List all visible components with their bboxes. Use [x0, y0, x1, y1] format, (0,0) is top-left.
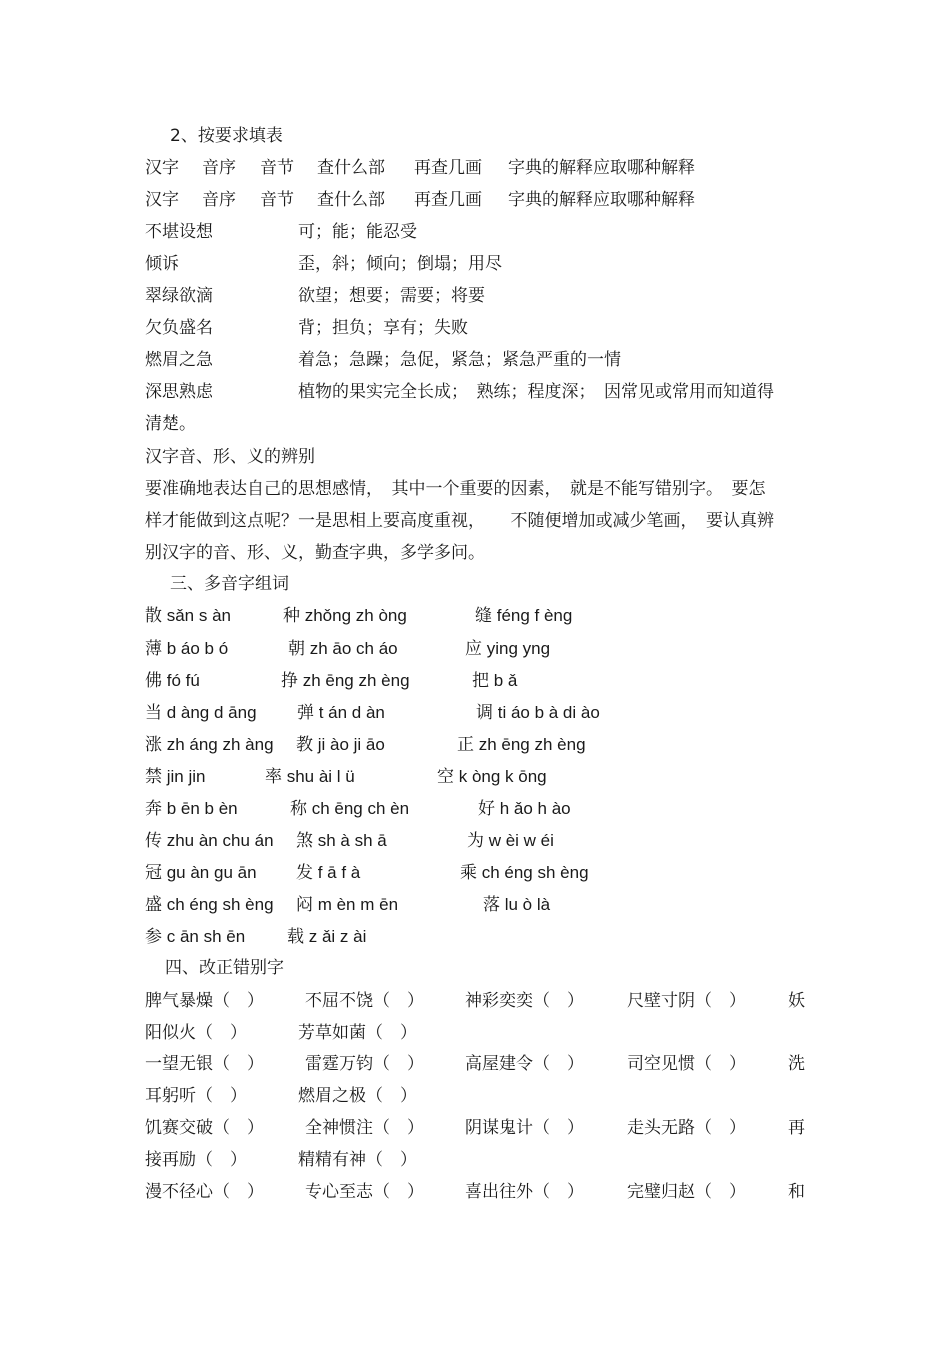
- polyphone-row: [145, 761, 810, 793]
- polyphone-entry: 称 ch ēng ch èn: [290, 799, 410, 818]
- correction-item: 阴谋鬼计（ ）: [465, 1118, 584, 1138]
- polyphone-entry: 率 shu ài l ü: [265, 767, 355, 786]
- correction-item: 饥赛交破（ ）: [145, 1118, 264, 1138]
- paragraph-line: 要准确地表达自己的思想感情， 其中一个重要的因素， 就是不能写错别字。 要怎: [145, 479, 766, 499]
- polyphone-entry: 薄 b áo b ó: [145, 639, 229, 658]
- row-meaning: 可；能；能忍受: [298, 222, 417, 242]
- table-row: [145, 248, 810, 280]
- polyphone-entry: 调 ti áo b à di ào: [476, 703, 600, 722]
- row-meaning: 欲望；想要；需要；将要: [298, 286, 485, 306]
- correction-item: 阳似火（ ）: [145, 1023, 247, 1043]
- row-meaning: 植物的果实完全长成； 熟练；程度深； 因常见或常用而知道得: [298, 382, 774, 402]
- polyphone-entry: 落 lu ò là: [483, 895, 551, 914]
- polyphone-row: [145, 633, 810, 665]
- polyphone-row: [145, 729, 810, 761]
- polyphone-entry: 弹 t án d àn: [297, 703, 385, 722]
- header-cell: 汉字: [145, 158, 179, 178]
- polyphone-entry: 乘 ch éng sh èng: [460, 863, 589, 882]
- correction-line: [145, 1112, 810, 1144]
- correction-line: [145, 1048, 810, 1080]
- section-4-title: 四、改正错别字: [165, 958, 284, 978]
- polyphone-entry: 好 h ǎo h ào: [478, 799, 571, 818]
- header-cell: 音序: [202, 158, 236, 178]
- row-word: 不堪设想: [145, 222, 213, 242]
- polyphone-entry: 冠 gu àn gu ān: [145, 863, 257, 882]
- table-row: [145, 376, 810, 408]
- header-cell: 音节: [260, 190, 294, 210]
- polyphone-entry: 佛 fó fú: [145, 671, 200, 690]
- polyphone-entry: 发 f ā f à: [296, 863, 361, 882]
- table-header-row: [145, 152, 810, 184]
- polyphone-row: [145, 857, 810, 889]
- header-cell: 字典的解释应取哪种解释: [508, 190, 695, 210]
- correction-item: 不屈不饶（ ）: [305, 991, 424, 1011]
- correction-item: 精精有神（ ）: [298, 1150, 417, 1170]
- polyphone-entry: 散 sǎn s àn: [145, 606, 231, 625]
- polyphone-entry: 涨 zh áng zh àng: [145, 735, 274, 754]
- paragraph-line: 样才能做到这点呢？一是思相上要高度重视， 不随便增加或减少笔画， 要认真辨: [145, 511, 774, 531]
- correction-item: 神彩奕奕（ ）: [465, 991, 584, 1011]
- correction-item: 一望无银（ ）: [145, 1054, 264, 1074]
- paragraph-line: 别汉字的音、形、义，勤查字典，多学多问。: [145, 543, 485, 563]
- polyphone-entry: 挣 zh ēng zh èng: [281, 671, 410, 690]
- correction-item: 脾气暴燥（ ）: [145, 991, 264, 1011]
- header-cell: 查什么部: [317, 190, 385, 210]
- correction-item: 全神惯注（ ）: [305, 1118, 424, 1138]
- correction-item: 专心至志（ ）: [305, 1182, 424, 1202]
- polyphone-entry: 闷 m èn m ēn: [296, 895, 399, 914]
- section-3-title: 三、多音字组词: [170, 574, 289, 594]
- correction-item: 再: [788, 1118, 805, 1138]
- table-header-row: [145, 184, 810, 216]
- correction-line: [145, 1017, 810, 1049]
- polyphone-row: [145, 665, 810, 697]
- correction-item: 走头无路（ ）: [627, 1118, 746, 1138]
- row-word: 翠绿欲滴: [145, 286, 213, 306]
- correction-item: 和: [788, 1182, 805, 1202]
- polyphone-entry: 缝 féng f èng: [475, 606, 573, 625]
- section-2-title: 2、按要求填表: [170, 126, 283, 146]
- correction-line: [145, 1080, 810, 1112]
- correction-item: 司空见惯（ ）: [627, 1054, 746, 1074]
- correction-item: 耳躬听（ ）: [145, 1086, 247, 1106]
- polyphone-entry: 参 c ān sh ēn: [145, 927, 246, 946]
- polyphone-entry: 传 zhu àn chu án: [145, 831, 274, 850]
- header-cell: 字典的解释应取哪种解释: [508, 158, 695, 178]
- correction-line: [145, 985, 810, 1017]
- polyphone-row: [145, 793, 810, 825]
- header-cell: 音序: [202, 190, 236, 210]
- polyphone-entry: 载 z ǎi z ài: [287, 927, 367, 946]
- row-word: 燃眉之急: [145, 350, 213, 370]
- row-meaning: 背；担负；享有；失败: [298, 318, 468, 338]
- row-word: 倾诉: [145, 254, 179, 274]
- header-cell: 音节: [260, 158, 294, 178]
- polyphone-entry: 盛 ch éng sh èng: [145, 895, 274, 914]
- polyphone-entry: 教 ji ào ji āo: [296, 735, 385, 754]
- polyphone-entry: 奔 b ēn b èn: [145, 799, 238, 818]
- correction-item: 完璧归赵（ ）: [627, 1182, 746, 1202]
- polyphone-row: [145, 825, 810, 857]
- correction-item: 喜出往外（ ）: [465, 1182, 584, 1202]
- polyphone-row: [145, 921, 810, 953]
- correction-item: 妖: [788, 991, 805, 1011]
- correction-item: 接再励（ ）: [145, 1150, 247, 1170]
- header-cell: 汉字: [145, 190, 179, 210]
- row-word: 欠负盛名: [145, 318, 213, 338]
- header-cell: 再查几画: [414, 158, 482, 178]
- correction-item: 洗: [788, 1054, 805, 1074]
- correction-item: 尺壁寸阴（ ）: [627, 991, 746, 1011]
- correction-line: [145, 1176, 810, 1208]
- table-row: [145, 216, 810, 248]
- polyphone-entry: 朝 zh āo ch áo: [288, 639, 398, 658]
- correction-line: [145, 1144, 810, 1176]
- polyphone-entry: 禁 jin jin: [145, 767, 206, 786]
- correction-item: 燃眉之极（ ）: [298, 1086, 417, 1106]
- correction-item: 高屋建令（ ）: [465, 1054, 584, 1074]
- polyphone-entry: 为 w èi w éi: [467, 831, 554, 850]
- polyphone-entry: 应 ying yng: [465, 639, 551, 658]
- header-cell: 再查几画: [414, 190, 482, 210]
- row-word: 深思熟虑: [145, 382, 213, 402]
- polyphone-row: [145, 697, 810, 729]
- polyphone-entry: 空 k òng k ōng: [437, 767, 547, 786]
- table-row: [145, 312, 810, 344]
- correction-item: 漫不径心（ ）: [145, 1182, 264, 1202]
- table-row: [145, 280, 810, 312]
- table-row: [145, 344, 810, 376]
- row-meaning: 着急；急躁；急促，紧急；紧急严重的一情: [298, 350, 621, 370]
- polyphone-entry: 当 d àng d āng: [145, 703, 257, 722]
- correction-item: 雷霆万钧（ ）: [305, 1054, 424, 1074]
- row-meaning: 歪，斜；倾向；倒塌；用尽: [298, 254, 502, 274]
- polyphone-entry: 正 zh ēng zh èng: [457, 735, 586, 754]
- table-row-wrap: 清楚。: [145, 414, 196, 434]
- polyphone-row: [145, 600, 810, 632]
- distinguish-title: 汉字音、形、义的辨别: [145, 447, 315, 467]
- correction-item: 芳草如菌（ ）: [298, 1023, 417, 1043]
- header-cell: 查什么部: [317, 158, 385, 178]
- polyphone-entry: 把 b ǎ: [472, 671, 518, 690]
- polyphone-entry: 煞 sh à sh ā: [296, 831, 387, 850]
- polyphone-entry: 种 zhǒng zh òng: [283, 606, 407, 625]
- polyphone-row: [145, 889, 810, 921]
